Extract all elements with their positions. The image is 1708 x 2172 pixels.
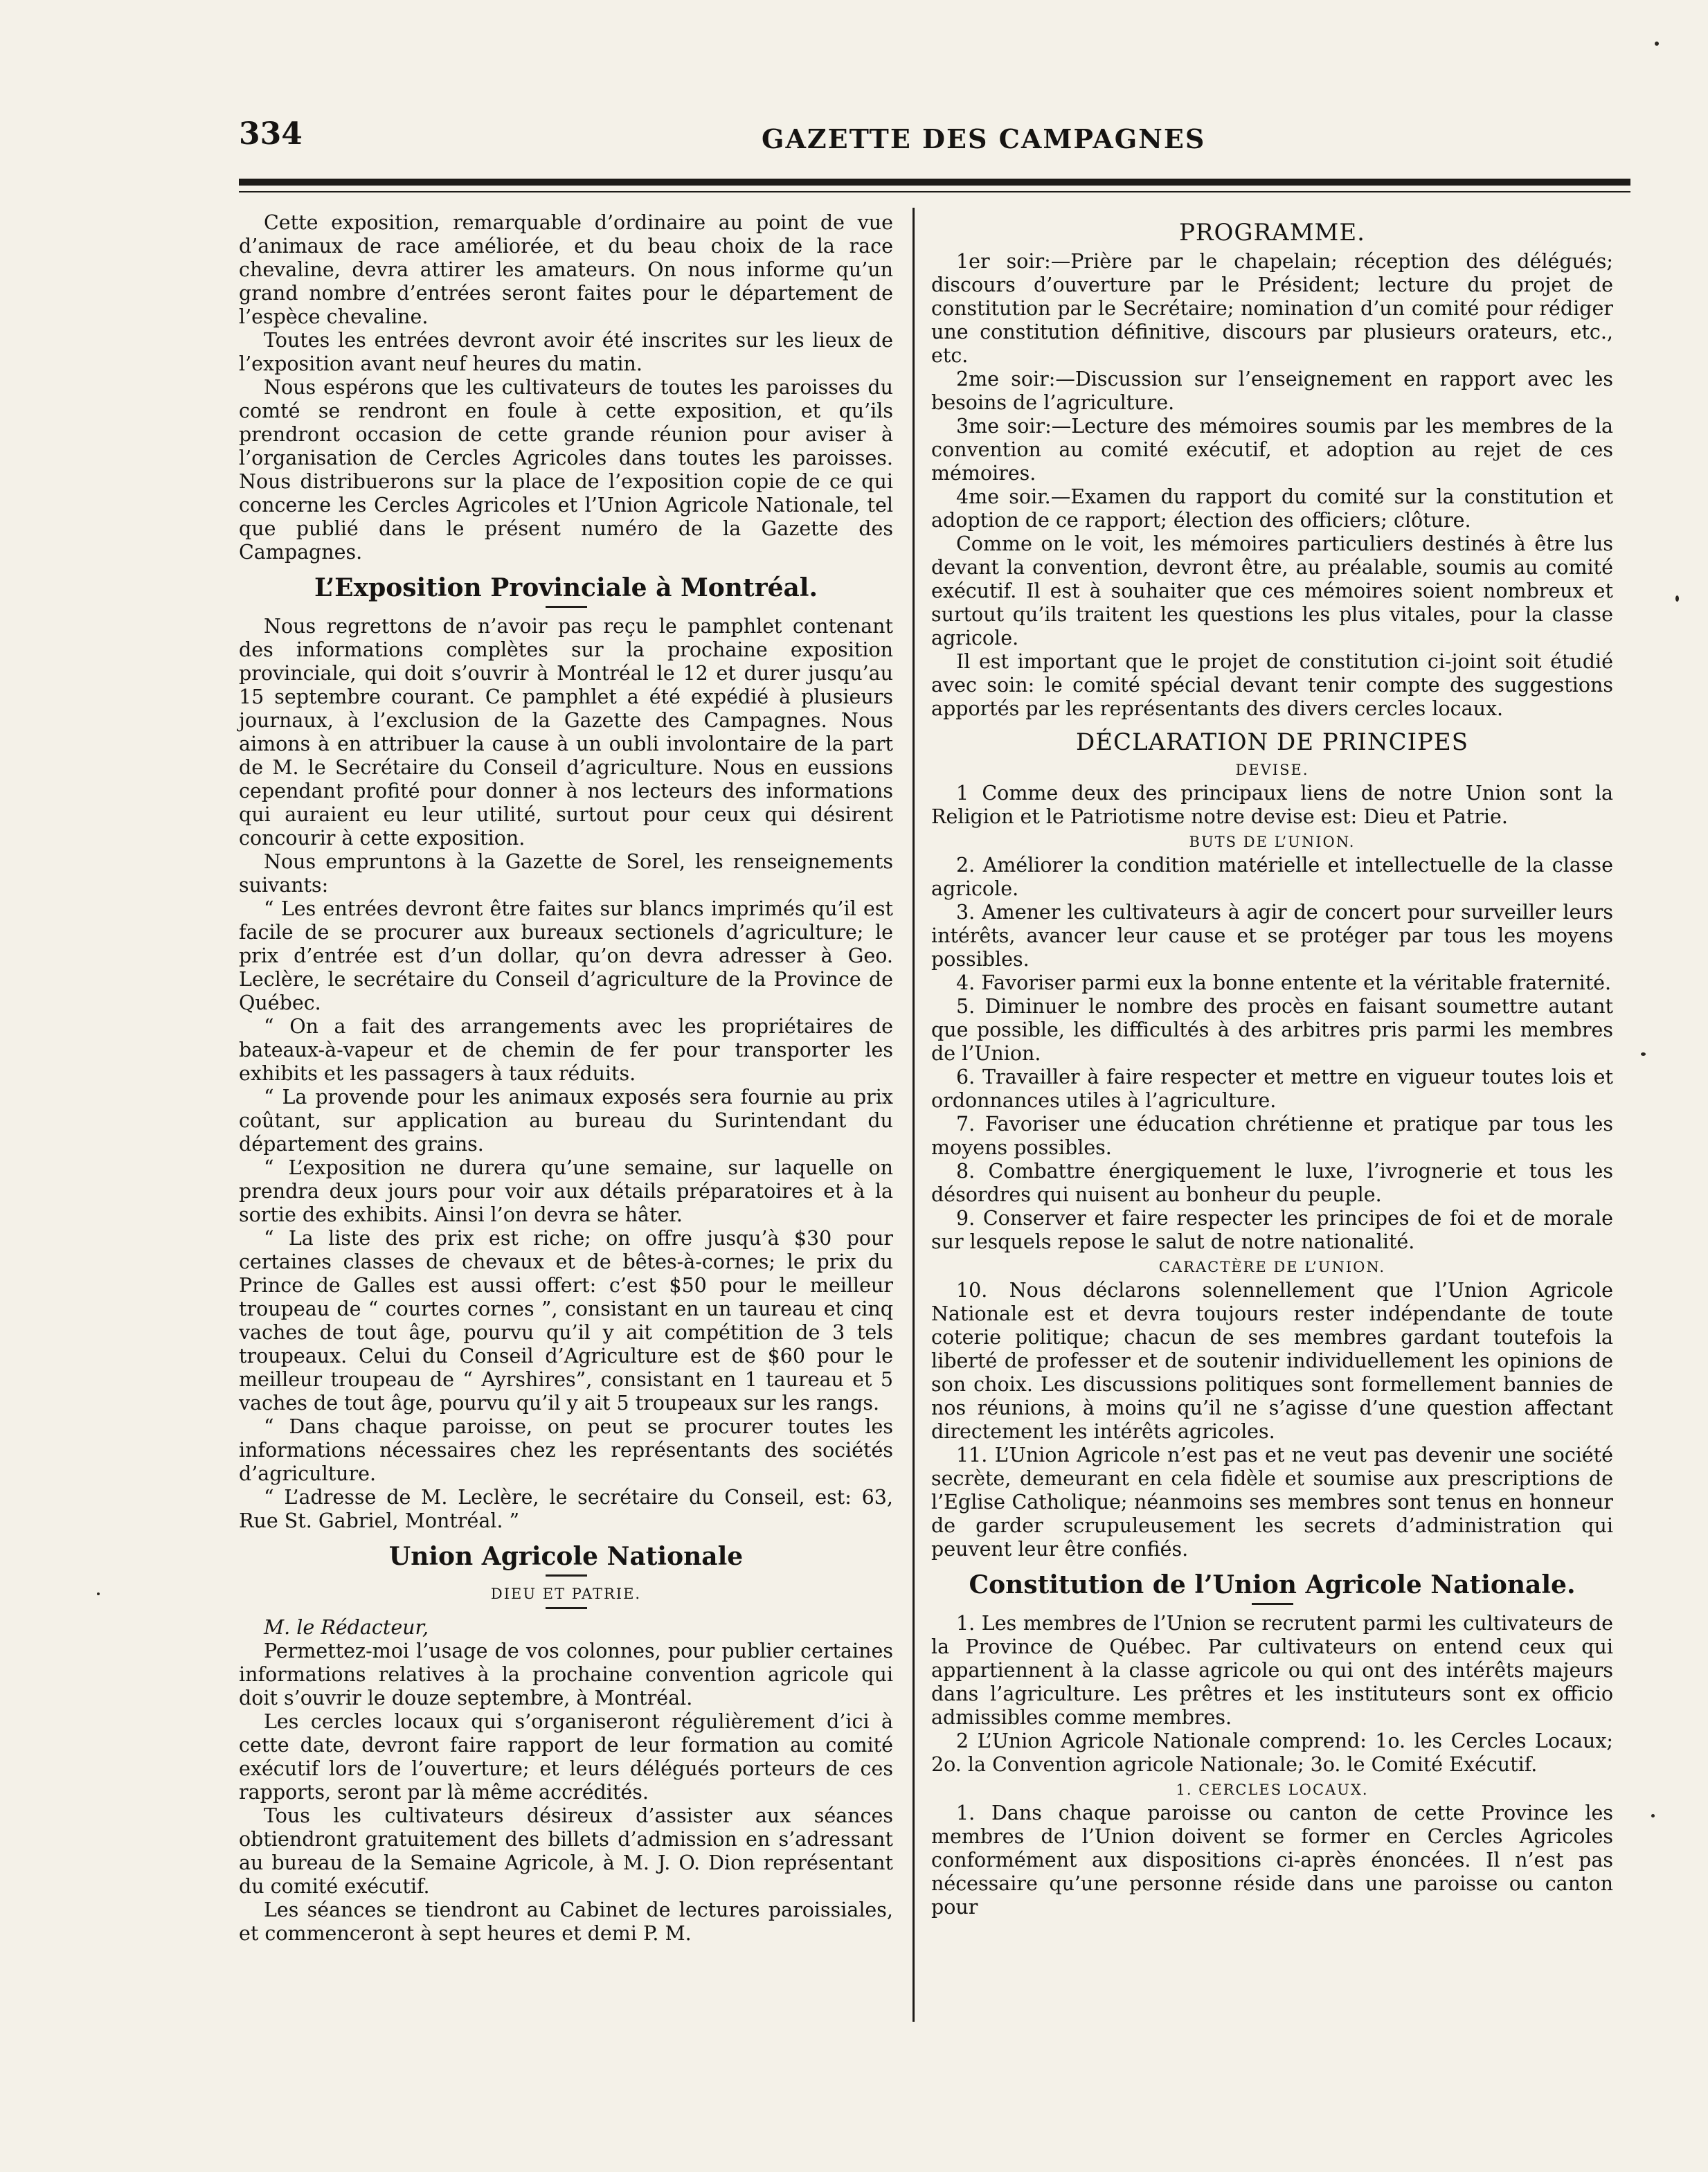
heading-dash <box>546 1574 587 1577</box>
paragraph: Les séances se tiendront au Cabinet de lectures paroissiales, et commenceront à sept heures et demi P. M. <box>239 1899 893 1945</box>
principle-item: 1 Comme deux des principaux liens de notre Union sont la Religion et le Patriotisme notre devise est: Dieu et Patrie. <box>931 782 1613 828</box>
left-column <box>239 211 893 1946</box>
article: 1. Dans chaque paroisse ou canton de cette Province les membres de l’Union doivent se former en Cercles Agricoles conformément aux dispositions ci-après énoncées. Il n’est pas nécessaire qu’une personne réside dans une paroisse ou canton pour <box>931 1802 1613 1919</box>
programme-item: 3me soir:—Lecture des mémoires soumis par les membres de la convention au comité exécutif, et adoption au rejet de ces mémoires. <box>931 415 1613 485</box>
paragraph: Cette exposition, remarquable d’ordinaire au point de vue d’animaux de race améliorée, et du beau choix de la race chevaline, devra attirer les amateurs. On nous informe qu’un grand nombre d’entrées seront faites pour le département de l’espèce chevaline. <box>239 211 893 328</box>
principle-item: 9. Conserver et faire respecter les principes de foi et de morale sur lesquels repose le salut de notre nationalité. <box>931 1207 1613 1253</box>
constitution-heading: Constitution de l’Union Agricole Nationale. <box>969 1570 1576 1599</box>
running-title: GAZETTE DES CAMPAGNES <box>762 123 1206 154</box>
article: 1. Les membres de l’Union se recrutent parmi les cultivateurs de la Province de Québec. Par cultivateurs on entend ceux qui appartiennent à la classe agricole ou qui ont des intérêts majeurs dans l’agriculture. Les prêtres et les instituteurs sont ex officio admissibles comme membres. <box>931 1612 1613 1729</box>
principle-item: 8. Combattre énergiquement le luxe, l’ivrognerie et tous les désordres qui nuisent au bonheur du peuple. <box>931 1160 1613 1206</box>
paragraph: Il est important que le projet de constitution ci-joint soit étudié avec soin: le comité spécial devant tenir compte des suggestions apportés par les représentants des divers cercles locaux. <box>931 650 1613 720</box>
union-heading: Union Agricole Nationale <box>388 1542 744 1571</box>
scan-speck <box>1651 1814 1655 1818</box>
right-column <box>931 211 1613 1919</box>
scan-speck <box>97 1592 100 1595</box>
exposition-section <box>239 615 893 1533</box>
paragraph: Nous regrettons de n’avoir pas reçu le pamphlet contenant des informations complètes sur la prochaine exposition provinciale, qui doit s’ouvrir à Montréal le 12 et durer jusqu’au 15 septembre courant. Ce pamphlet a été expédié à plusieurs journaux, à l’exclusion de la Gazette des Campagnes. Nous aimons à en attribuer la cause à un oubli involontaire de la part de M. le Secrétaire du Conseil d’agriculture. Nous en eussions cependant profité pour donner à nos lecteurs des informations qui auraient eu leur utilité, surtout pour ceux qui désirent concourir à cette exposition. <box>239 615 893 850</box>
article: 2 L’Union Agricole Nationale comprend: 1o. les Cercles Locaux; 2o. la Convention agricole Nationale; 3o. le Comité Exécutif. <box>931 1730 1613 1776</box>
buts-label: BUTS DE L’UNION. <box>1189 834 1356 850</box>
programme-heading: PROGRAMME. <box>1179 219 1365 246</box>
paragraph: Nous espérons que les cultivateurs de toutes les paroisses du comté se rendront en foule à cette exposition, et qu’ils prendront occasion de cette grande réunion pour aviser à l’organisation de Cercles Agricoles dans toutes les paroisses. Nous distribuerons sur la place de l’exposition copie de ce qui concerne les Cercles Agricoles et l’Union Agricole Nationale, tel que publié dans le présent numéro de la Gazette des Campagnes. <box>239 376 893 564</box>
intro-section <box>239 211 893 564</box>
paragraph: Toutes les entrées devront avoir été inscrites sur les lieux de l’exposition avant neuf heures du matin. <box>239 329 893 375</box>
paragraph: “ La liste des prix est riche; on offre jusqu’à $30 pour certaines classes de chevaux et de bêtes-à-cornes; le prix du Prince de Galles est aussi offert: c’est $50 pour le meilleur troupeau de “ courtes cornes ”, consistant en un taureau et cinq vaches de tout âge, pourvu qu’il y ait compétition de 3 tels troupeaux. Celui du Conseil d’Agriculture est de $60 pour le meilleur troupeau de “ Ayrshires”, consistant en 1 taureau et 5 vaches de tout âge, pourvu qu’il y ait 5 troupeaux sur les rangs. <box>239 1227 893 1415</box>
scan-speck <box>1675 595 1679 602</box>
paragraph: Nous empruntons à la Gazette de Sorel, les renseignements suivants: <box>239 850 893 897</box>
paragraph: “ L’exposition ne durera qu’une semaine, sur laquelle on prendra deux jours pour voir aux détails préparatoires et à la sortie des exhibits. Ainsi l’on devra se hâter. <box>239 1156 893 1226</box>
principle-item: 3. Amener les cultivateurs à agir de concert pour surveiller leurs intérêts, avancer leur cause et se protéger par tous les moyens possibles. <box>931 901 1613 971</box>
buts-section <box>931 854 1613 1254</box>
paragraph: “ Les entrées devront être faites sur blancs imprimés qu’il est facile de se procurer aux bureaux sectionels d’agriculture; le prix d’entrée est d’un dollar, qu’on devra adresser à Geo. Leclère, le secrétaire du Conseil d’agriculture de la Province de Québec. <box>239 897 893 1014</box>
exposition-heading: L’Exposition Provinciale à Montréal. <box>314 573 818 602</box>
page-number: 334 <box>239 116 303 152</box>
cercles-label: 1. CERCLES LOCAUX. <box>1176 1781 1369 1798</box>
caractere-section <box>931 1279 1613 1561</box>
heading-dash <box>546 606 587 608</box>
paragraph: Permettez-moi l’usage de vos colonnes, pour publier certaines informations relatives à la prochaine convention agricole qui doit s’ouvrir le douze septembre, à Montréal. <box>239 1640 893 1709</box>
cercles-section <box>931 1802 1613 1919</box>
paragraph: Comme on le voit, les mémoires particuliers destinés à être lus devant la convention, devront être, au préalable, soumis au comité exécutif. Il est à souhaiter que ces mémoires soient nombreux et surtout qu’ils traitent les questions les plus vitales, pour la classe agricole. <box>931 532 1613 649</box>
paragraph: Tous les cultivateurs désireux d’assister aux séances obtiendront gratuitement des billets d’admission en s’adressant au bureau de la Semaine Agricole, à M. J. O. Dion représentant du comité exécutif. <box>239 1804 893 1898</box>
salutation: M. le Rédacteur, <box>264 1616 429 1639</box>
column-divider <box>913 208 915 2022</box>
programme-item: 2me soir:—Discussion sur l’enseignement en rapport avec les besoins de l’agriculture. <box>931 368 1613 414</box>
paragraph: “ On a fait des arrangements avec les propriétaires de bateaux-à-vapeur et de chemin de fer pour transporter les exhibits et les passagers à taux réduits. <box>239 1015 893 1085</box>
paragraph: “ L’adresse de M. Leclère, le secrétaire du Conseil, est: 63, Rue St. Gabriel, Montréal. ” <box>239 1486 893 1532</box>
programme-item: 1er soir:—Prière par le chapelain; réception des délégués; discours d’ouverture par le Président; lecture du projet de constitution par le Secrétaire; nomination d’un comité pour rédiger une constitution définitive, discours par plusieurs orateurs, etc., etc. <box>931 250 1613 367</box>
programme-section <box>931 250 1613 721</box>
paragraph: “ La provende pour les animaux exposés sera fournie au prix coûtant, sur application au bureau du Surintendant du département des grains. <box>239 1086 893 1156</box>
caractere-label: CARACTÈRE DE L’UNION. <box>1158 1259 1386 1275</box>
paragraph: Les cercles locaux qui s’organiseront régulièrement d’ici à cette date, devront faire rapport de leur formation au comité exécutif lors de l’ouverture; et leurs délégués porteurs de ces rapports, seront par là même accrédités. <box>239 1710 893 1804</box>
paragraph: “ Dans chaque paroisse, on peut se procurer toutes les informations nécessaires chez les représentants des sociétés d’agriculture. <box>239 1415 893 1485</box>
principle-item: 2. Améliorer la condition matérielle et intellectuelle de la classe agricole. <box>931 854 1613 900</box>
scan-speck <box>1655 42 1659 46</box>
heading-dash <box>1252 1603 1293 1605</box>
heading-dash <box>546 1607 587 1609</box>
principle-item: 10. Nous déclarons solennellement que l’Union Agricole Nationale est et devra toujours rester indépendante de toute coterie politique; chacun de ses membres gardant toutefois la liberté de professer et de soutenir individuellement les opinions de son choix. Les discussions politiques sont formellement bannies de nos réunions, à moins qu’il ne s’agisse d’une question affectant directement les intérêts agricoles. <box>931 1279 1613 1443</box>
header-rule-thick <box>239 179 1630 186</box>
principle-item: 11. L’Union Agricole n’est pas et ne veut pas devenir une société secrète, demeurant en cela fidèle et soumise aux prescriptions de l’Eglise Catholique; néanmoins ses membres sont tenus en honneur de garder scrupuleusement les secrets d’administration qui peuvent leur être confiés. <box>931 1444 1613 1561</box>
header-rule-thin <box>239 191 1630 192</box>
union-section <box>239 1640 893 1946</box>
devise-label: DEVISE. <box>1235 762 1309 778</box>
scan-speck <box>1641 1052 1646 1056</box>
principle-item: 7. Favoriser une éducation chrétienne et pratique par tous les moyens possibles. <box>931 1113 1613 1159</box>
principle-item: 5. Diminuer le nombre des procès en faisant soumettre autant que possible, les difficultés à des arbitres pris parmi les membres de l’Union. <box>931 995 1613 1065</box>
principle-item: 6. Travailler à faire respecter et mettre en vigueur toutes lois et ordonnances utiles à l’agriculture. <box>931 1066 1613 1112</box>
principle-item: 4. Favoriser parmi eux la bonne entente et la véritable fraternité. <box>956 971 1612 994</box>
declaration-heading: DÉCLARATION DE PRINCIPES <box>1075 728 1469 756</box>
union-motto: DIEU ET PATRIE. <box>490 1586 642 1602</box>
constitution-section <box>931 1612 1613 1777</box>
programme-item: 4me soir.—Examen du rapport du comité sur la constitution et adoption de ce rapport; élection des officiers; clôture. <box>931 485 1613 532</box>
